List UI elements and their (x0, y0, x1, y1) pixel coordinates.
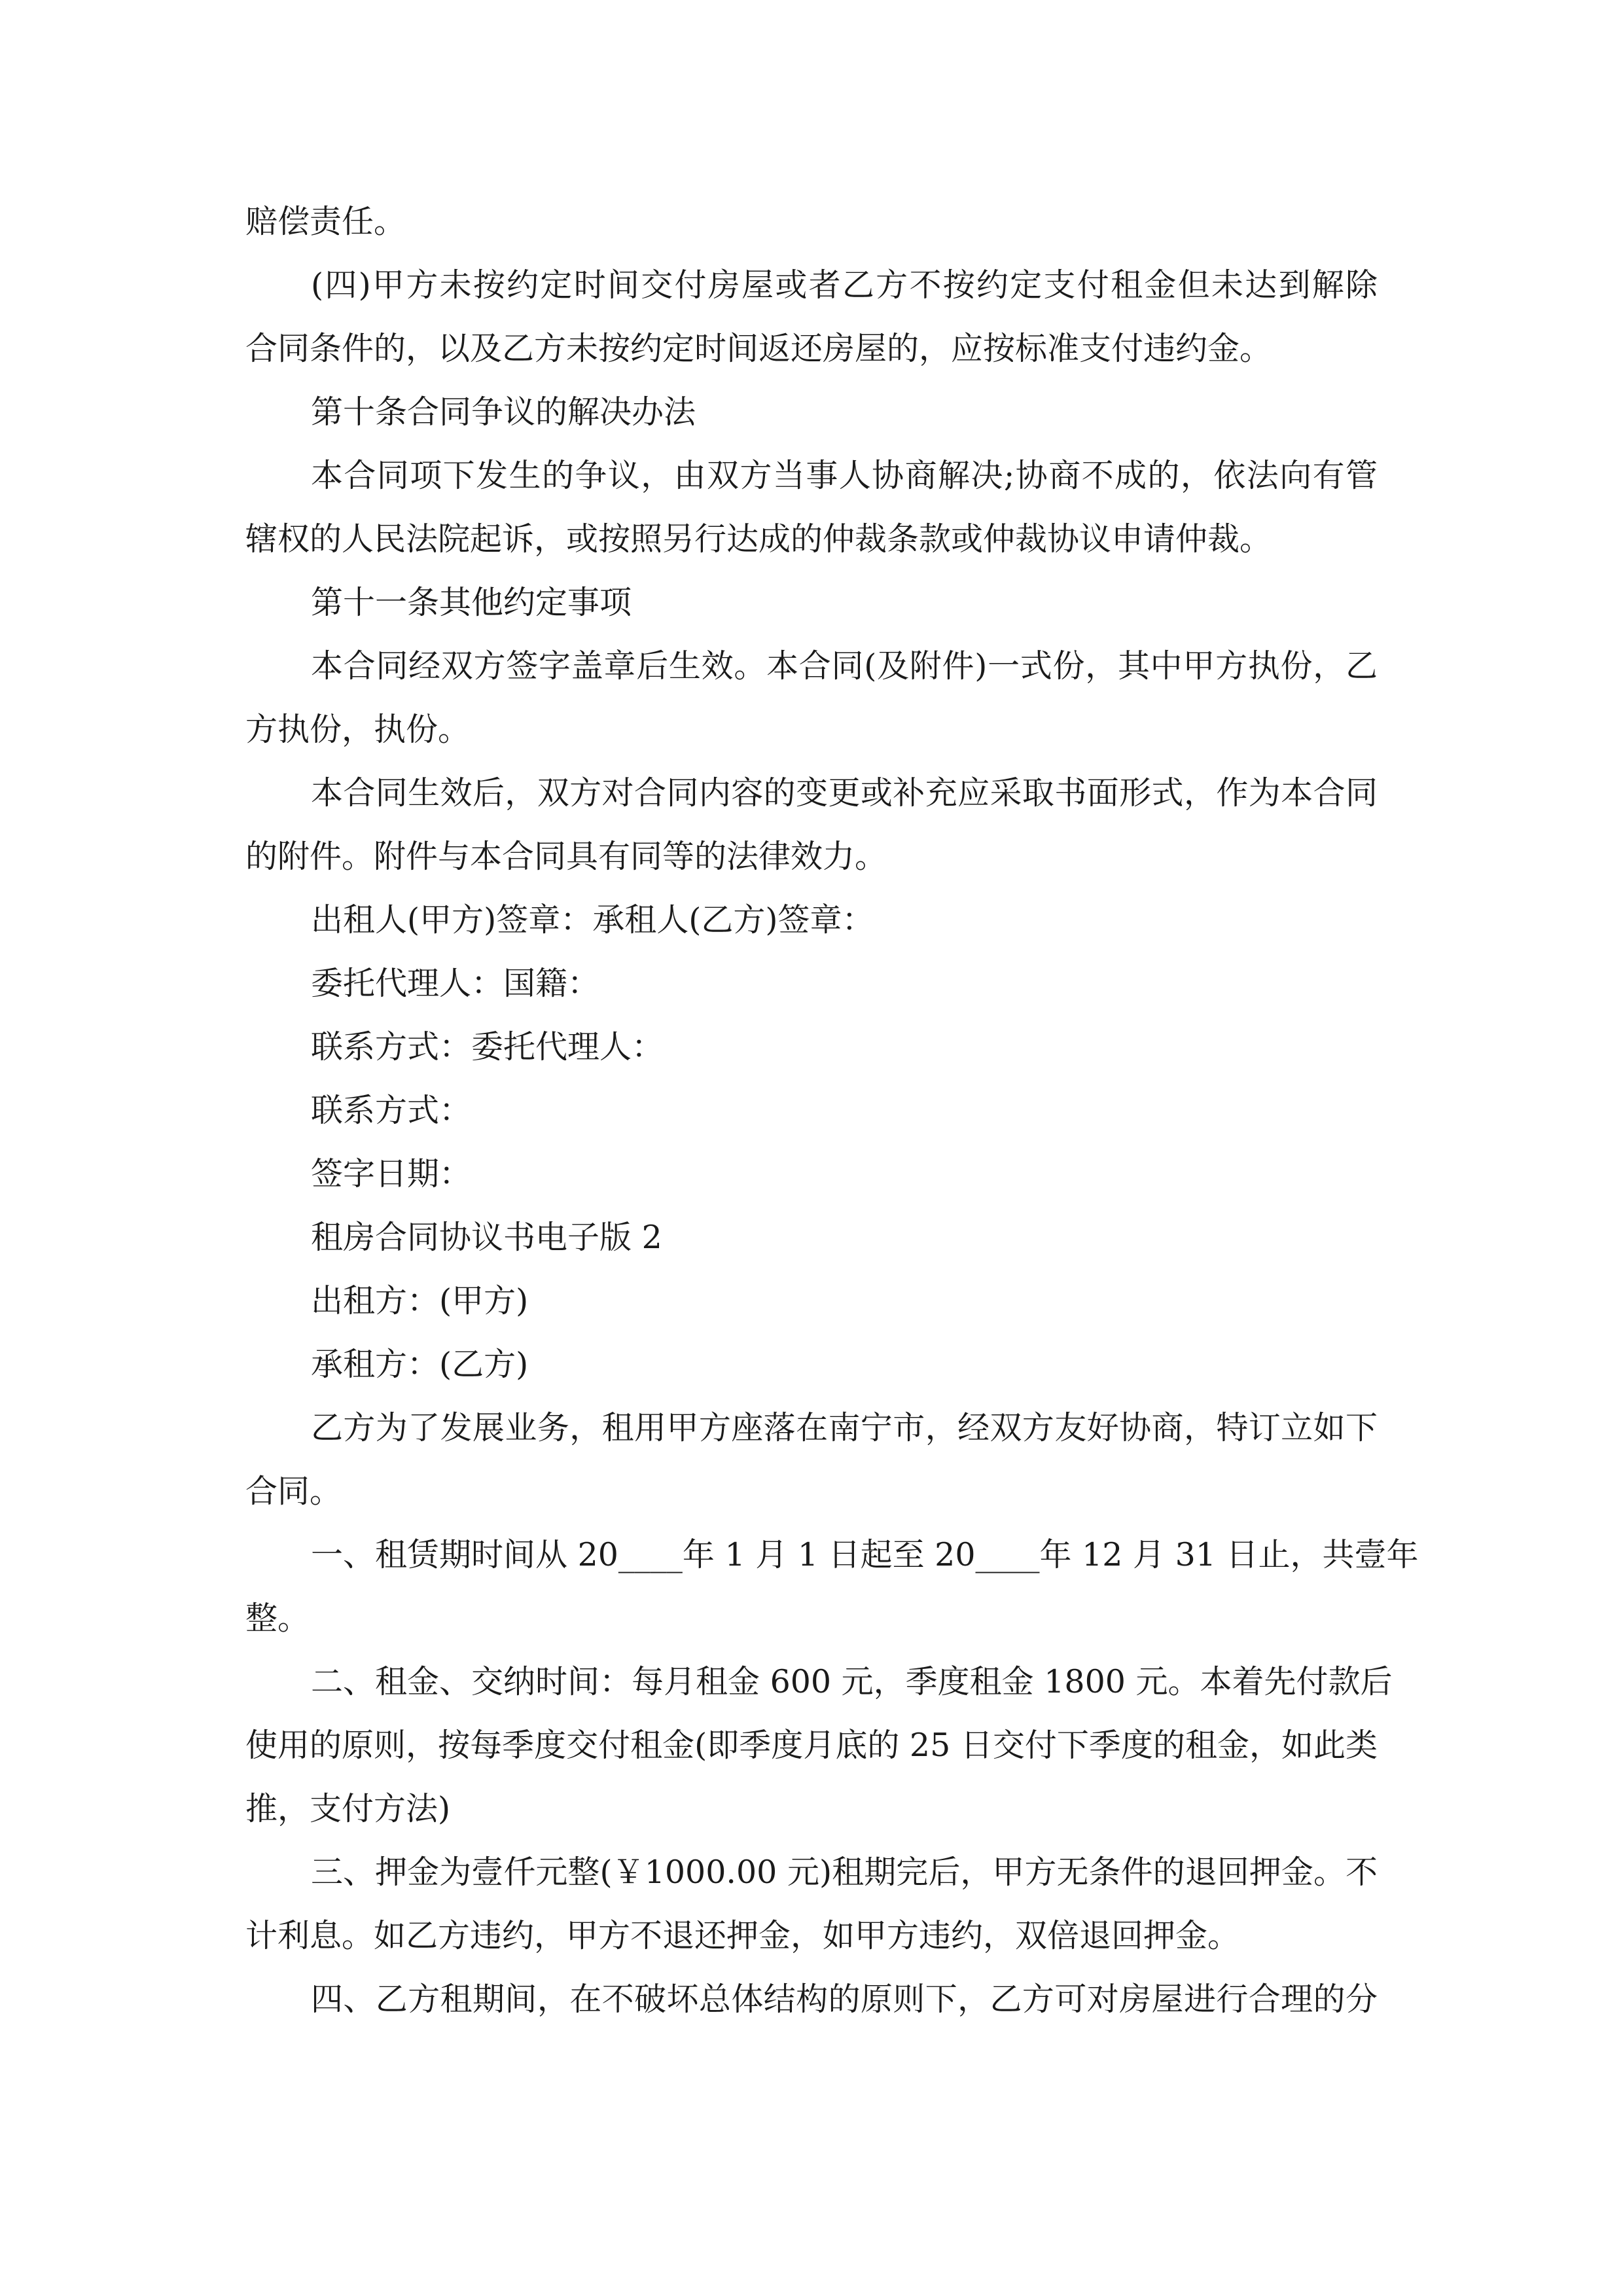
text-line: 的附件。附件与本合同具有同等的法律效力。 (245, 838, 887, 875)
text-line: 本合同经双方签字盖章后生效。本合同(及附件)一式份，其中甲方执份，乙 (311, 647, 1378, 685)
text-line: 联系方式： (311, 1092, 472, 1129)
text-line: 第十一条其他约定事项 (311, 584, 632, 621)
text-line: (四)甲方未按约定时间交付房屋或者乙方不按约定支付租金但未达到解除 (311, 266, 1378, 304)
text-line: 签字日期： (311, 1155, 472, 1193)
text-line: 第十条合同争议的解决办法 (311, 393, 696, 431)
text-line: 使用的原则，按每季度交付租金(即季度月底的 25 日交付下季度的租金，如此类 (245, 1727, 1378, 1764)
text-line: 出租方：(甲方) (311, 1282, 529, 1319)
text-line: 辖权的人民法院起诉，或按照另行达成的仲裁条款或仲裁协议申请仲裁。 (245, 520, 1272, 558)
text-line: 合同条件的，以及乙方未按约定时间返还房屋的，应按标准支付违约金。 (245, 330, 1272, 367)
text-line: 计利息。如乙方违约，甲方不退还押金，如甲方违约，双倍退回押金。 (245, 1917, 1240, 1954)
text-line: 承租方：(乙方) (311, 1346, 529, 1383)
text-line: 四、乙方租期间，在不破坏总体结构的原则下，乙方可对房屋进行合理的分 (311, 1981, 1378, 2018)
text-line: 合同。 (245, 1473, 342, 1510)
text-line: 联系方式：委托代理人： (311, 1028, 664, 1066)
text-line: 委托代理人：国籍： (311, 965, 600, 1002)
text-line: 本合同项下发生的争议，由双方当事人协商解决;协商不成的，依法向有管 (311, 457, 1378, 494)
text-line: 乙方为了发展业务，租用甲方座落在南宁市，经双方友好协商，特订立如下 (311, 1409, 1378, 1446)
text-line: 赔偿责任。 (245, 203, 406, 240)
text-line: 方执份，执份。 (245, 711, 471, 748)
document-page (245, 190, 1419, 2031)
text-line: 租房合同协议书电子版 2 (311, 1219, 662, 1256)
text-line: 三、押金为壹仟元整(￥1000.00 元)租期完后，甲方无条件的退回押金。不 (311, 1854, 1378, 1891)
text-line: 推，支付方法) (245, 1790, 451, 1827)
text-line: 二、租金、交纳时间：每月租金 600 元，季度租金 1800 元。本着先付款后 (311, 1663, 1393, 1700)
text-line: 整。 (245, 1600, 310, 1637)
text-line: 一、租赁期时间从 20____年 1 月 1 日起至 20____年 12 月 31 日止，共壹年 (311, 1536, 1419, 1573)
text-line: 本合同生效后，双方对合同内容的变更或补充应采取书面形式，作为本合同 (311, 774, 1378, 812)
text-line: 出租人(甲方)签章：承租人(乙方)签章： (311, 901, 874, 939)
